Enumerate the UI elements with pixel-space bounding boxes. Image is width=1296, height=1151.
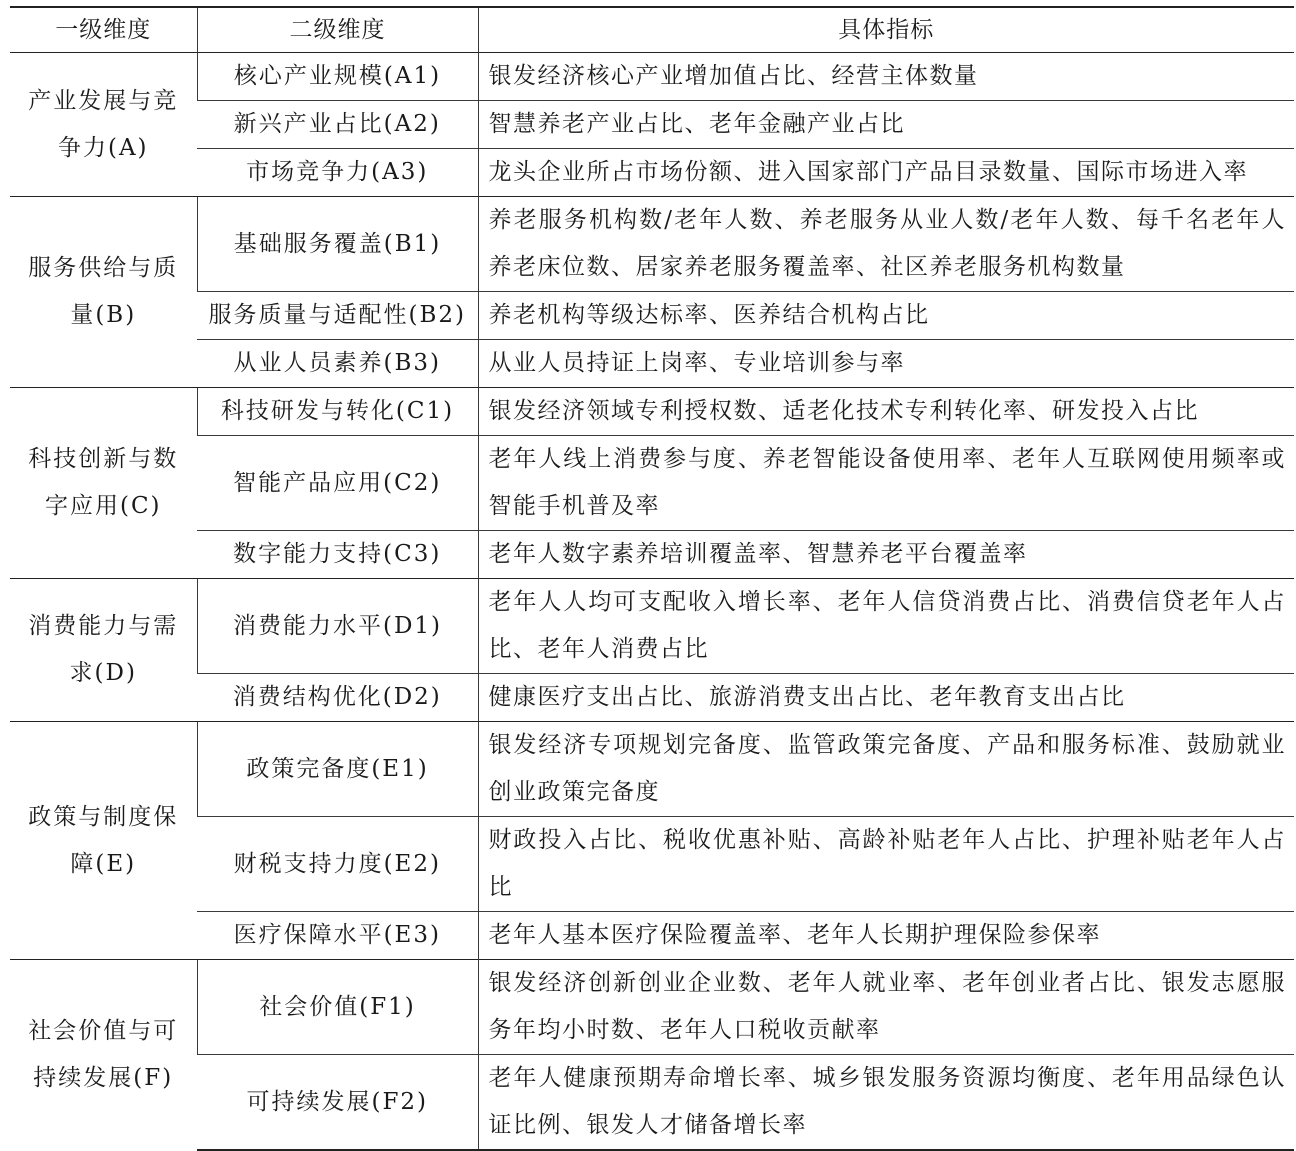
indicators-cell: 银发经济领域专利授权数、适老化技术专利转化率、研发投入占比 bbox=[478, 388, 1294, 436]
table-row bbox=[10, 340, 1294, 388]
indicators-cell: 银发经济创新创业企业数、老年人就业率、老年创业者占比、银发志愿服务年均小时数、老年人口税收贡献率 bbox=[478, 960, 1294, 1055]
table-row bbox=[10, 912, 1294, 960]
level1-label: 服务供给与质量(B) bbox=[28, 255, 179, 328]
header-level1: 一级维度 bbox=[10, 7, 197, 53]
table-row bbox=[10, 197, 1294, 292]
indicators-cell: 老年人人均可支配收入增长率、老年人信贷消费占比、消费信贷老年人占比、老年人消费占比 bbox=[478, 579, 1294, 674]
table-body bbox=[10, 53, 1294, 1151]
level2-cell: 市场竞争力(A3) bbox=[197, 149, 478, 197]
indicators-cell: 银发经济核心产业增加值占比、经营主体数量 bbox=[478, 53, 1294, 101]
indicators-cell: 财政投入占比、税收优惠补贴、高龄补贴老年人占比、护理补贴老年人占比 bbox=[478, 817, 1294, 912]
table-row bbox=[10, 436, 1294, 531]
level1-cell bbox=[10, 197, 197, 388]
level1-cell bbox=[10, 388, 197, 579]
level2-cell: 基础服务覆盖(B1) bbox=[197, 197, 478, 292]
indicators-cell: 养老机构等级达标率、医养结合机构占比 bbox=[478, 292, 1294, 340]
indicators-cell: 智慧养老产业占比、老年金融产业占比 bbox=[478, 101, 1294, 149]
indicators-cell: 养老服务机构数/老年人数、养老服务从业人数/老年人数、每千名老年人养老床位数、居家养老服务覆盖率、社区养老服务机构数量 bbox=[478, 197, 1294, 292]
table-row bbox=[10, 579, 1294, 674]
indicators-cell: 老年人健康预期寿命增长率、城乡银发服务资源均衡度、老年用品绿色认证比例、银发人才储备增长率 bbox=[478, 1055, 1294, 1151]
level2-cell: 财税支持力度(E2) bbox=[197, 817, 478, 912]
level1-label: 政策与制度保障(E) bbox=[28, 803, 179, 877]
indicator-table bbox=[10, 6, 1294, 1151]
level2-cell: 从业人员素养(B3) bbox=[197, 340, 478, 388]
level1-cell bbox=[10, 53, 197, 197]
table-row bbox=[10, 149, 1294, 197]
table-row bbox=[10, 53, 1294, 101]
table-row bbox=[10, 388, 1294, 436]
table-row bbox=[10, 674, 1294, 722]
level2-cell: 医疗保障水平(E3) bbox=[197, 912, 478, 960]
indicators-cell: 龙头企业所占市场份额、进入国家部门产品目录数量、国际市场进入率 bbox=[478, 149, 1294, 197]
header-level2: 二级维度 bbox=[197, 7, 478, 53]
indicators-cell: 老年人数字素养培训覆盖率、智慧养老平台覆盖率 bbox=[478, 531, 1294, 579]
level1-cell bbox=[10, 960, 197, 1151]
header-indicators: 具体指标 bbox=[478, 7, 1294, 53]
table-row bbox=[10, 531, 1294, 579]
indicators-cell: 银发经济专项规划完备度、监管政策完备度、产品和服务标准、鼓励就业创业政策完备度 bbox=[478, 722, 1294, 817]
level1-label: 社会价值与可持续发展(F) bbox=[28, 1018, 179, 1091]
table-row bbox=[10, 722, 1294, 817]
indicators-cell: 健康医疗支出占比、旅游消费支出占比、老年教育支出占比 bbox=[478, 674, 1294, 722]
header-row bbox=[10, 7, 1294, 53]
level2-cell: 政策完备度(E1) bbox=[197, 722, 478, 817]
table-row bbox=[10, 1055, 1294, 1151]
level1-cell bbox=[10, 722, 197, 960]
level1-label: 科技创新与数字应用(C) bbox=[28, 446, 179, 519]
level2-cell: 核心产业规模(A1) bbox=[197, 53, 478, 101]
table-row bbox=[10, 292, 1294, 340]
level2-cell: 社会价值(F1) bbox=[197, 960, 478, 1055]
table-row bbox=[10, 101, 1294, 149]
table-row bbox=[10, 960, 1294, 1055]
level2-cell: 可持续发展(F2) bbox=[197, 1055, 478, 1151]
indicators-cell: 老年人基本医疗保险覆盖率、老年人长期护理保险参保率 bbox=[478, 912, 1294, 960]
table-row bbox=[10, 817, 1294, 912]
indicators-cell: 老年人线上消费参与度、养老智能设备使用率、老年人互联网使用频率或智能手机普及率 bbox=[478, 436, 1294, 531]
level1-cell bbox=[10, 579, 197, 722]
level2-cell: 科技研发与转化(C1) bbox=[197, 388, 478, 436]
level2-cell: 智能产品应用(C2) bbox=[197, 436, 478, 531]
level1-label: 消费能力与需求(D) bbox=[28, 613, 179, 686]
level2-cell: 消费结构优化(D2) bbox=[197, 674, 478, 722]
level2-cell: 服务质量与适配性(B2) bbox=[197, 292, 478, 340]
level2-cell: 新兴产业占比(A2) bbox=[197, 101, 478, 149]
indicators-cell: 从业人员持证上岗率、专业培训参与率 bbox=[478, 340, 1294, 388]
level2-cell: 消费能力水平(D1) bbox=[197, 579, 478, 674]
level1-label: 产业发展与竞争力(A) bbox=[28, 87, 179, 161]
level2-cell: 数字能力支持(C3) bbox=[197, 531, 478, 579]
